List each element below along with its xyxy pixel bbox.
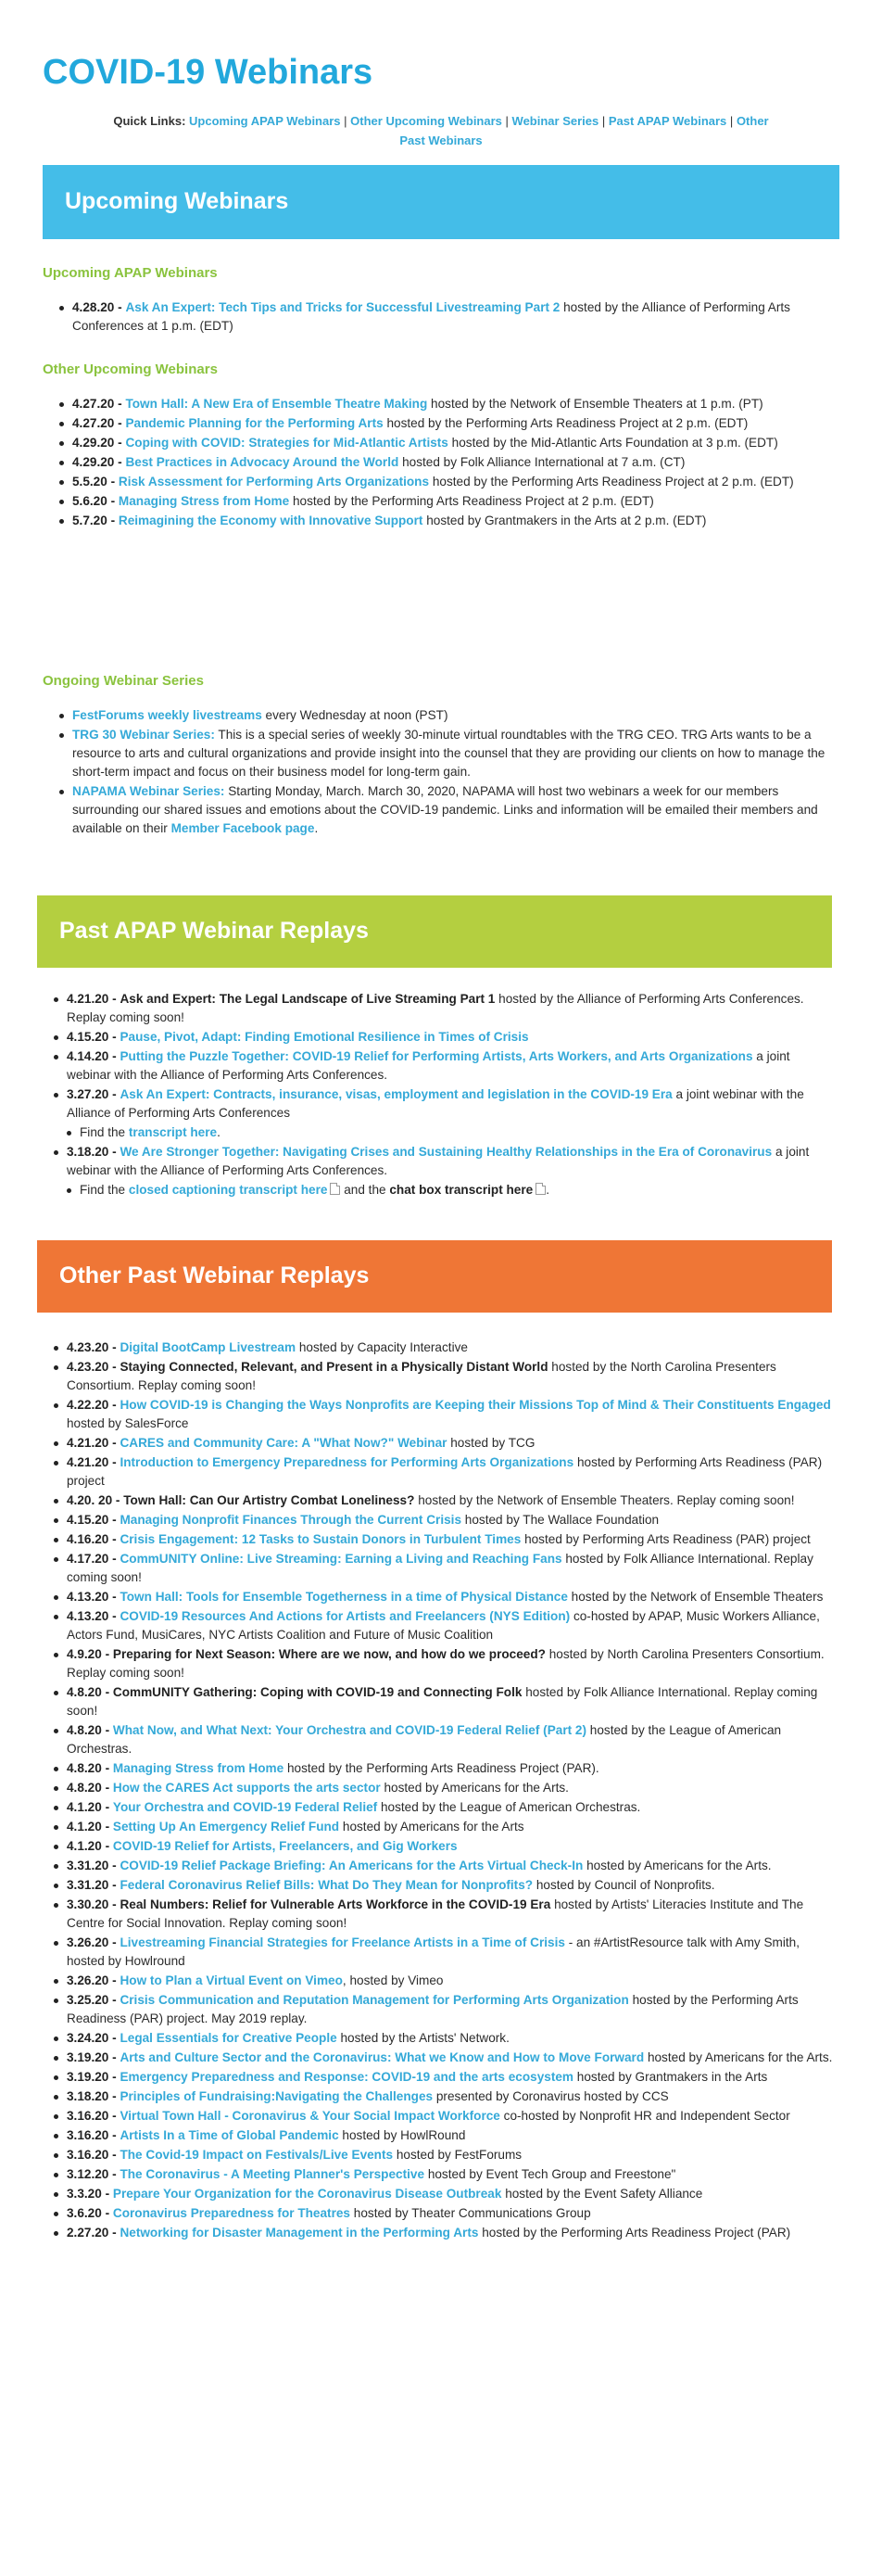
webinar-link[interactable]: Introduction to Emergency Preparedness for Performing Arts Organizations [120, 1455, 574, 1469]
webinar-host: hosted by the Event Safety Alliance [505, 2187, 703, 2201]
webinar-date: 3.19.20 - [67, 2070, 117, 2084]
webinar-date: 3.24.20 - [67, 2031, 117, 2045]
webinar-link[interactable]: Pandemic Planning for the Performing Arts [125, 416, 384, 430]
webinar-link[interactable]: The Covid-19 Impact on Festivals/Live Events [120, 2148, 394, 2162]
list-item [52, 2049, 836, 2067]
webinar-host: hosted by the Network of Ensemble Theaters. Replay coming soon! [418, 1493, 795, 1507]
webinar-link[interactable]: Managing Stress from Home [118, 494, 290, 508]
webinar-date: 3.16.20 - [67, 2128, 117, 2142]
webinar-host: hosted by the Network of Ensemble Theaters [571, 1590, 824, 1604]
webinar-host: hosted by the Performing Arts Readiness Project at 2 p.m. (EDT) [292, 494, 654, 508]
webinar-link[interactable]: Legal Essentials for Creative People [120, 2031, 337, 2045]
quick-links-label: Quick Links: [113, 114, 186, 128]
find-tail: . [546, 1183, 550, 1197]
transcript-link[interactable]: transcript here [128, 1125, 218, 1139]
ongoing-series-heading: Ongoing Webinar Series [43, 673, 204, 689]
list-item [52, 2204, 836, 2223]
webinar-date: 3.12.20 - [67, 2167, 117, 2181]
list-item [52, 1434, 836, 1453]
list-item [52, 1759, 836, 1778]
webinar-date: 4.17.20 - [67, 1552, 117, 1566]
list-item [52, 1530, 836, 1549]
list-item [52, 1798, 836, 1817]
webinar-date: 3.27.20 - [67, 1087, 117, 1101]
webinar-title: Town Hall: Can Our Artistry Combat Loneliness? [123, 1493, 415, 1507]
page-title: COVID-19 Webinars [43, 53, 373, 92]
webinar-link[interactable]: Arts and Culture Sector and the Coronavirus: What we Know and How to Move Forward [120, 2050, 645, 2064]
upcoming-apap-list [57, 298, 836, 336]
quick-link-webinar-series[interactable]: Webinar Series [511, 114, 599, 128]
webinar-date: 3.18.20 - [67, 1145, 117, 1159]
webinar-date: 4.8.20 - [67, 1685, 110, 1699]
list-item [52, 1876, 836, 1895]
list-item [52, 2029, 836, 2048]
webinar-host: a joint webinar with the Alliance of Performing Arts Conferences [67, 1087, 804, 1120]
upcoming-apap-heading: Upcoming APAP Webinars [43, 265, 218, 281]
webinar-link[interactable]: Coronavirus Preparedness for Theatres [112, 2206, 350, 2220]
webinar-link[interactable]: How COVID-19 is Changing the Ways Nonprofits are Keeping their Missions Top of Mind & Their Constituents Engaged [120, 1398, 831, 1412]
list-item [57, 434, 836, 452]
webinar-link[interactable]: The Coronavirus - A Meeting Planner's Perspective [120, 2167, 425, 2181]
list-item [52, 1683, 836, 1720]
pdf-file-icon [536, 1183, 546, 1195]
list-item [52, 1085, 836, 1123]
series-description: every Wednesday at noon (PST) [265, 708, 448, 722]
webinar-host: hosted by Theater Communications Group [353, 2206, 591, 2220]
webinar-date: 3.26.20 - [67, 1935, 117, 1949]
webinar-host: hosted by FestForums [396, 2148, 523, 2162]
webinar-host: hosted by the Performing Arts Readiness Project (PAR). [286, 1761, 599, 1775]
webinar-date: 4.13.20 - [67, 1609, 117, 1623]
webinar-link[interactable]: Pause, Pivot, Adapt: Finding Emotional Resilience in Times of Crisis [120, 1030, 529, 1044]
webinar-link[interactable]: Emergency Preparedness and Response: COVID-19 and the arts ecosystem [120, 2070, 574, 2084]
webinar-date: 4.1.20 - [67, 1839, 110, 1853]
webinar-link[interactable]: Federal Coronavirus Relief Bills: What Do They Mean for Nonprofits? [120, 1878, 534, 1892]
webinar-link[interactable]: Putting the Puzzle Together: COVID-19 Relief for Performing Artists, Arts Workers, and Arts Organizations [120, 1049, 753, 1063]
webinar-host: hosted by Americans for the Arts. [384, 1781, 569, 1795]
list-item [52, 2185, 836, 2203]
webinar-date: 4.20. 20 - [67, 1493, 120, 1507]
webinar-link[interactable]: Crisis Engagement: 12 Tasks to Sustain Donors in Turbulent Times [120, 1532, 522, 1546]
webinar-host: hosted by Grantmakers in the Arts at 2 p.m. (EDT) [426, 514, 707, 527]
list-item [52, 1396, 836, 1433]
webinar-host: hosted by the Performing Arts Readiness Project (PAR) [482, 2226, 791, 2240]
list-item [52, 1837, 836, 1856]
webinar-link[interactable]: Your Orchestra and COVID-19 Federal Relief [112, 1800, 378, 1814]
transcript-item [52, 1123, 836, 1142]
list-item [52, 1047, 836, 1085]
other-past-heading: Other Past Webinar Replays [59, 1263, 370, 1288]
webinar-host: hosted by Performing Arts Readiness (PAR) project [524, 1532, 811, 1546]
webinar-date: 3.3.20 - [67, 2187, 110, 2201]
list-item [52, 2224, 836, 2242]
series-description: Starting Monday, March. March 30, 2020, NAPAMA will host two webinars a week for our members surrounding our shared issues and emotions about the COVID-19 pandemic. Links and information will be emailed their members and available on their [72, 784, 818, 835]
webinar-title: Ask and Expert: The Legal Landscape of Live Streaming Part 1 [120, 992, 496, 1006]
webinar-link[interactable]: How to Plan a Virtual Event on Vimeo [120, 1973, 343, 1987]
webinar-link[interactable]: Coping with COVID: Strategies for Mid-Atlantic Artists [125, 436, 448, 450]
upcoming-webinars-banner [43, 165, 839, 239]
webinar-link[interactable]: COVID-19 Relief Package Briefing: An Americans for the Arts Virtual Check-In [120, 1859, 584, 1872]
webinar-host: , hosted by Vimeo [342, 1973, 444, 1987]
webinar-host: a joint webinar with the Alliance of Performing Arts Conferences. [67, 1049, 790, 1082]
ongoing-series-list [57, 706, 836, 839]
list-item [57, 706, 836, 725]
series-link[interactable]: FestForums weekly livestreams [72, 708, 262, 722]
webinar-date: 4.16.20 - [67, 1532, 117, 1546]
webinar-link[interactable]: Artists In a Time of Global Pandemic [120, 2128, 339, 2142]
past-apap-heading: Past APAP Webinar Replays [59, 918, 369, 944]
list-item [52, 2087, 836, 2106]
list-item [57, 473, 836, 491]
other-past-list [52, 1339, 836, 2243]
list-item [52, 1721, 836, 1758]
webinar-link[interactable]: COVID-19 Relief for Artists, Freelancers, and Gig Workers [112, 1839, 458, 1853]
list-item [52, 2068, 836, 2087]
list-item [52, 2146, 836, 2164]
webinar-link[interactable]: Prepare Your Organization for the Coronavirus Disease Outbreak [112, 2187, 502, 2201]
list-item [52, 2126, 836, 2145]
webinar-date: 4.23.20 - [67, 1340, 117, 1354]
webinar-link[interactable]: Reimagining the Economy with Innovative Support [118, 514, 423, 527]
webinar-host: presented by Coronavirus hosted by CCS [435, 2089, 669, 2103]
webinar-host: hosted by the North Carolina Presenters Consortium. Replay coming soon! [67, 1360, 776, 1392]
webinar-host: hosted by the Alliance of Performing Arts Conferences at 1 p.m. (EDT) [72, 300, 790, 333]
webinar-date: 4.15.20 - [67, 1513, 117, 1527]
webinar-host: hosted by HowlRound [342, 2128, 466, 2142]
webinar-link[interactable]: Digital BootCamp Livestream [120, 1340, 296, 1354]
webinar-date: 3.6.20 - [67, 2206, 110, 2220]
webinar-date: 3.16.20 - [67, 2109, 117, 2123]
webinar-title: Real Numbers: Relief for Vulnerable Arts Workforce in the COVID-19 Era [120, 1897, 551, 1911]
list-item [57, 453, 836, 472]
webinar-date: 4.29.20 - [72, 436, 122, 450]
webinar-host: hosted by The Wallace Foundation [464, 1513, 660, 1527]
webinar-date: 4.21.20 - [67, 1436, 117, 1450]
webinar-date: 2.27.20 - [67, 2226, 117, 2240]
webinar-date: 4.8.20 - [67, 1761, 110, 1775]
webinar-link[interactable]: Setting Up An Emergency Relief Fund [112, 1820, 340, 1834]
other-upcoming-list [57, 395, 836, 531]
webinar-date: 4.15.20 - [67, 1030, 117, 1044]
list-item [52, 1934, 836, 1971]
list-item [57, 782, 836, 838]
series-link[interactable]: TRG 30 Webinar Series: [72, 728, 215, 742]
webinar-date: 5.7.20 - [72, 514, 116, 527]
list-item [57, 726, 836, 781]
list-item [52, 2165, 836, 2184]
webinar-host: co-hosted by Nonprofit HR and Independent Sector [503, 2109, 790, 2123]
webinar-host: hosted by the Artists' Network. [340, 2031, 510, 2045]
webinar-date: 4.13.20 - [67, 1590, 117, 1604]
webinar-date: 5.5.20 - [72, 475, 116, 489]
webinar-date: 3.25.20 - [67, 1993, 117, 2007]
webinar-link[interactable]: Managing Nonprofit Finances Through the Current Crisis [120, 1513, 462, 1527]
webinar-link[interactable]: Managing Stress from Home [112, 1761, 284, 1775]
list-item [52, 1453, 836, 1491]
list-item [52, 1645, 836, 1682]
series-description: This is a special series of weekly 30-minute virtual roundtables with the TRG CEO. TRG Arts wants to be a resource to arts and cultural organizations and provide insight into the counsel that they are providing our clients on how to manage the short-term impact and focus on their business model for long-term gain. [72, 728, 825, 779]
webinar-host: hosted by the Alliance of Performing Arts Conferences. Replay coming soon! [67, 992, 804, 1024]
webinar-link[interactable]: How the CARES Act supports the arts sector [112, 1781, 381, 1795]
webinar-date: 4.28.20 - [72, 300, 122, 314]
webinar-date: 4.21.20 - [67, 1455, 117, 1469]
webinar-title: Staying Connected, Relevant, and Present in a Physically Distant World [120, 1360, 548, 1374]
webinar-link[interactable]: CARES and Community Care: A "What Now?" Webinar [120, 1436, 447, 1450]
webinar-link[interactable]: Livestreaming Financial Strategies for Freelance Artists in a Time of Crisis [120, 1935, 565, 1949]
webinar-date: 3.18.20 - [67, 2089, 117, 2103]
webinar-host: co-hosted by APAP, Music Workers Alliance, Actors Fund, MusiCares, NYC Artists Coalition and Future of Music Coalition [67, 1609, 820, 1642]
webinar-host: hosted by the League of American Orchestras. [380, 1800, 641, 1814]
list-item [57, 395, 836, 413]
webinar-date: 3.26.20 - [67, 1973, 117, 1987]
webinar-date: 4.21.20 - [67, 992, 117, 1006]
webinar-host: hosted by Grantmakers in the Arts [576, 2070, 768, 2084]
other-upcoming-heading: Other Upcoming Webinars [43, 362, 218, 377]
list-item [52, 1358, 836, 1395]
list-item [52, 1491, 836, 1510]
webinar-host: hosted by the Mid-Atlantic Arts Foundation at 3 p.m. (EDT) [451, 436, 778, 450]
quick-link-past-apap[interactable]: Past APAP Webinars [608, 114, 727, 128]
pdf-file-icon [330, 1183, 340, 1195]
webinar-date: 4.8.20 - [67, 1781, 110, 1795]
list-item [57, 512, 836, 530]
webinar-host: hosted by the Performing Arts Readiness Project at 2 p.m. (EDT) [432, 475, 794, 489]
past-apap-banner [37, 895, 832, 968]
webinar-date: 3.19.20 - [67, 2050, 117, 2064]
series-link[interactable]: NAPAMA Webinar Series: [72, 784, 225, 798]
webinar-link[interactable]: Best Practices in Advocacy Around the World [125, 455, 399, 469]
webinar-link[interactable]: Town Hall: A New Era of Ensemble Theatre Making [125, 397, 428, 411]
chat-box-transcript-link[interactable]: chat box transcript here [389, 1183, 534, 1197]
find-text: Find the [80, 1183, 126, 1197]
list-item [52, 990, 836, 1027]
closed-captioning-transcript-link[interactable]: closed captioning transcript here [128, 1183, 328, 1197]
webinar-host: hosted by Capacity Interactive [298, 1340, 468, 1354]
webinar-link[interactable]: Principles of Fundraising:Navigating the Challenges [120, 2089, 434, 2103]
member-facebook-link[interactable]: Member Facebook page [170, 821, 315, 835]
webinar-host: hosted by Event Tech Group and Freestone" [427, 2167, 676, 2181]
webinar-host: hosted by Americans for the Arts [342, 1820, 524, 1834]
quick-link-other-past[interactable]: Other Past Webinars [399, 114, 769, 147]
webinar-host: - an #ArtistResource talk with Amy Smith, hosted by Howlround [67, 1935, 800, 1968]
series-description-tail: . [314, 821, 319, 835]
list-item [52, 1143, 836, 1180]
webinar-title: Preparing for Next Season: Where are we now, and how do we proceed? [112, 1647, 546, 1661]
quick-links-separator: | [344, 114, 347, 128]
find-mid: and the [344, 1183, 386, 1197]
list-item [57, 492, 836, 511]
webinar-link[interactable]: CommUNITY Online: Live Streaming: Earning a Living and Reaching Fans [120, 1552, 562, 1566]
webinar-date: 3.30.20 - [67, 1897, 117, 1911]
list-item [52, 1972, 836, 1990]
webinar-host: hosted by the League of American Orchestras. [67, 1723, 782, 1756]
quick-links-separator: | [601, 114, 606, 128]
webinar-host: hosted by TCG [450, 1436, 536, 1450]
webinar-date: 4.27.20 - [72, 416, 122, 430]
webinar-date: 4.27.20 - [72, 397, 122, 411]
list-item [52, 1588, 836, 1606]
webinar-date: 4.8.20 - [67, 1723, 110, 1737]
webinar-date: 4.1.20 - [67, 1800, 110, 1814]
list-item [52, 1550, 836, 1587]
webinar-host: hosted by Folk Alliance International. Replay coming soon! [67, 1552, 813, 1584]
webinar-link[interactable]: Ask An Expert: Contracts, insurance, visas, employment and legislation in the COVID-19 Era [120, 1087, 673, 1101]
webinar-host: hosted by North Carolina Presenters Consortium. Replay coming soon! [67, 1647, 825, 1680]
webinar-date: 3.31.20 - [67, 1859, 117, 1872]
list-item [52, 1896, 836, 1933]
webinar-date: 4.22.20 - [67, 1398, 117, 1412]
other-past-banner [37, 1240, 832, 1313]
list-item [52, 1857, 836, 1875]
webinar-date: 4.14.20 - [67, 1049, 117, 1063]
webinar-host: hosted by Americans for the Arts. [647, 2050, 833, 2064]
quick-links [102, 111, 780, 150]
webinar-link[interactable]: Networking for Disaster Management in the Performing Arts [120, 2226, 479, 2240]
webinar-host: hosted by Americans for the Arts. [586, 1859, 772, 1872]
list-item [52, 1339, 836, 1357]
webinar-link[interactable]: COVID-19 Resources And Actions for Artists and Freelancers (NYS Edition) [120, 1609, 571, 1623]
webinar-host: hosted by Artists' Literacies Institute and The Centre for Social Innovation. Replay coming soon! [67, 1897, 804, 1930]
webinar-host: hosted by the Performing Arts Readiness (PAR) project. May 2019 replay. [67, 1993, 799, 2025]
webinar-link[interactable]: Crisis Communication and Reputation Management for Performing Arts Organization [120, 1993, 629, 2007]
webinar-link[interactable]: Risk Assessment for Performing Arts Organizations [118, 475, 430, 489]
webinar-date: 5.6.20 - [72, 494, 116, 508]
webinar-host: a joint webinar with the Alliance of Performing Arts Conferences. [67, 1145, 810, 1177]
list-item [52, 1818, 836, 1836]
list-item [57, 298, 836, 336]
webinar-host: hosted by Folk Alliance International at 7 a.m. (CT) [402, 455, 686, 469]
webinar-date: 3.31.20 - [67, 1878, 117, 1892]
webinar-link[interactable]: What Now, and What Next: Your Orchestra and COVID-19 Federal Relief (Part 2) [112, 1723, 587, 1737]
webinar-date: 4.1.20 - [67, 1820, 110, 1834]
webinar-host: hosted by Council of Nonprofits. [536, 1878, 715, 1892]
upcoming-webinars-heading: Upcoming Webinars [65, 188, 289, 214]
quick-links-separator: | [729, 114, 734, 128]
transcript-item [52, 1181, 836, 1199]
list-item [52, 2107, 836, 2126]
webinar-link[interactable]: We Are Stronger Together: Navigating Crises and Sustaining Healthy Relationships in the Era of Coronavirus [120, 1145, 773, 1159]
quick-link-other-upcoming[interactable]: Other Upcoming Webinars [350, 114, 502, 128]
find-tail: . [217, 1125, 220, 1139]
list-item [52, 1028, 836, 1047]
list-item [52, 1779, 836, 1797]
quick-link-upcoming-apap[interactable]: Upcoming APAP Webinars [189, 114, 341, 128]
list-item [52, 1607, 836, 1644]
webinar-host: hosted by the Performing Arts Readiness Project at 2 p.m. (EDT) [386, 416, 749, 430]
webinar-host: hosted by Folk Alliance International. Replay coming soon! [67, 1685, 818, 1718]
quick-links-separator: | [505, 114, 509, 128]
webinar-title: CommUNITY Gathering: Coping with COVID-19 and Connecting Folk [112, 1685, 523, 1699]
webinar-host: hosted by the Network of Ensemble Theaters at 1 p.m. (PT) [431, 397, 763, 411]
list-item [52, 1991, 836, 2028]
webinar-link[interactable]: Virtual Town Hall - Coronavirus & Your Social Impact Workforce [120, 2109, 500, 2123]
past-apap-list [52, 990, 836, 1200]
webinar-date: 4.29.20 - [72, 455, 122, 469]
webinar-link[interactable]: Ask An Expert: Tech Tips and Tricks for Successful Livestreaming Part 2 [125, 300, 561, 314]
webinar-date: 4.23.20 - [67, 1360, 117, 1374]
webinar-host: hosted by SalesForce [67, 1416, 189, 1430]
list-item [52, 1511, 836, 1529]
webinar-link[interactable]: Town Hall: Tools for Ensemble Togetherness in a time of Physical Distance [120, 1590, 568, 1604]
webinar-date: 3.16.20 - [67, 2148, 117, 2162]
webinar-date: 4.9.20 - [67, 1647, 110, 1661]
list-item [57, 414, 836, 433]
find-text: Find the [80, 1125, 126, 1139]
webinar-host: hosted by Performing Arts Readiness (PAR) project [67, 1455, 823, 1488]
